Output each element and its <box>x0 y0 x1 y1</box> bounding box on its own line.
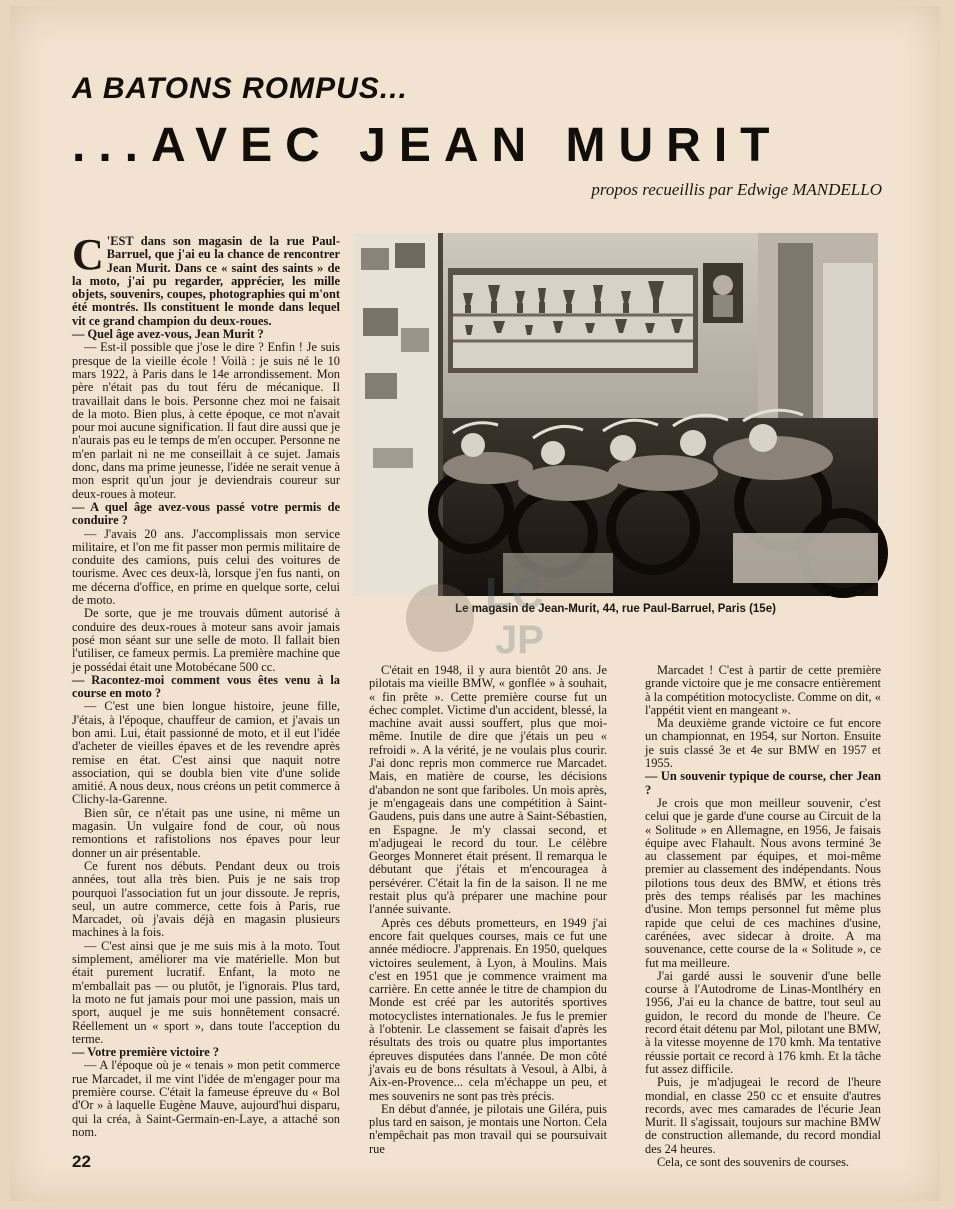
paragraph <box>645 797 881 970</box>
paragraph-text: — Quel âge avez-vous, Jean Murit ? <box>72 327 264 342</box>
photo-caption: Le magasin de Jean-Murit, 44, rue Paul-Barruel, Paris (15e) <box>455 603 776 615</box>
article-byline: propos recueillis par Edwige MANDELLO <box>591 180 882 199</box>
paragraph-text: Ce furent nos débuts. Pendant deux ou trois années, tout alla très bien. Puis je ne sais trop pourquoi l'association fut un jour dissoute. Je repris, seul, un autre commerce, cette fois à Paris, rue Marcadet, où j'avais déjà en magasin plusieurs machines à la fois. <box>72 858 340 940</box>
text-column-3 <box>645 663 881 1169</box>
intro-paragraph <box>72 230 340 328</box>
paragraph <box>72 341 340 501</box>
paragraph-text: C'était en 1948, il y aura bientôt 20 ans. Je pilotais ma vieille BMW, « gonflée » à souhait, « fin prête ». Cette première course fut un échec complet. Victime d'un accident, blessé, la machine avait aussi souffert, plus que moi-même. Inutile de dire que j'étais un peu « refroidi ». A la vérité, je ne voulais plus courir. J'ai donc repris mon commerce rue Marcadet. Mais, en matière de course, les décisions d'abandon ne sont que fariboles. Un mois après, je m'engageais dans une compétition à Saint-Gaudens, puis dans une autre à Saint-Sébastien, en Espagne. Je m'y classai second, et m'adjugeai le record du tour. Le célèbre Georges Monneret était présent. Il remarqua le débutant que j'étais et m'encouragea à persévérer. C'était la fin de la saison. Il ne me restait plus qu'à préparer une machine pour l'année suivante. <box>369 663 607 917</box>
paragraph <box>72 607 340 673</box>
paragraph-text: Cela, ce sont des souvenirs de courses. <box>657 1154 850 1169</box>
paragraph-text: — J'avais 20 ans. J'accomplissais mon service militaire, et l'on me fit passer mon permis militaire de conduite des camions, puis celui des voitures de tourisme. Avec ces deux-là, lorsque j'en fus nanti, on me décerna d'office, en prime en quelque sorte, celui de moto. <box>72 526 340 608</box>
lcjp-watermark-logo <box>400 548 550 668</box>
shop-photo-image <box>353 233 878 596</box>
paragraph-text: — C'est une bien longue histoire, jeune fille, J'étais, à l'époque, chauffeur de camion, et j'avais un bon ami. Lui, était passionné de moto, et il eut l'idée d'acheter de vieilles épaves et de les revendre après remise en état. C'est ainsi que naquit notre association, qui se doubla bien vite d'une solide amitié. A nous deux, nous créons un petit commerce à Clichy-la-Garenne. <box>72 699 340 807</box>
interview-question <box>72 328 340 341</box>
paragraph-text: — Un souvenir typique de course, cher Jean ? <box>645 769 881 797</box>
paragraph-text: Bien sûr, ce n'était pas une usine, ni même un magasin. Un vulgaire fond de cour, où nous remontions et rafistolions nos épaves pour leur donner un air présentable. <box>72 805 340 860</box>
interview-question <box>72 1046 340 1059</box>
paragraph-text: — C'est ainsi que je me suis mis à la moto. Tout simplement, améliorer ma vie matérielle. Mon but était purement lucratif. Enfant, la moto ne m'emballait pas — ou plutôt, je l'ignorais. Plus tard, la moto ne fut jamais pour moi une passion, mais un sport, auquel je me suis honnêtement consacré. Réellement un « sport », dans toute l'acception du terme. <box>72 938 340 1046</box>
paragraph <box>645 717 881 770</box>
paragraph <box>369 917 607 1103</box>
paragraph-text: — Est-il possible que j'ose le dire ? Enfin ! Je suis presque de la vieille école ! Voilà : je suis né le 10 mars 1922, à Paris dans le 14e arrondissement. Mon père n'était pas du tout féru de mécanique. Il travaillait dans le bois. Personne chez moi ne faisait de la moto. Bien plus, à cette époque, ce mot n'avait pour moi aucune signification. Il faut dire aussi que je n'aurais pas eu le temps de m'en occuper. Personne ne m'en parlait ni ne me conseillait à ce sujet. Jamais donc, dans ma prime jeunesse, l'idée ne serait venue à mon esprit qu'un jour je deviendrais coureur sur deux-roues à moteur. <box>72 340 340 501</box>
paragraph-text: 'EST dans son magasin de la rue Paul-Barruel, que j'ai eu la chance de rencontrer Jean Murit. Dans ce « saint des saints » de la moto, j'ai pu regarder, apprécier, les mille objets, souvenirs, coupes, photographies qui m'ont été montrés. Ils constituent le monde dans lequel vit ce grand champion du deux-roues. <box>72 234 340 328</box>
paragraph <box>369 1103 607 1156</box>
paragraph <box>645 664 881 717</box>
paragraph <box>645 1076 881 1156</box>
paragraph <box>369 664 607 917</box>
paragraph <box>645 970 881 1076</box>
interview-question <box>72 501 340 528</box>
paragraph <box>72 940 340 1046</box>
paragraph-text: J'ai gardé aussi le souvenir d'une belle course à l'Autodrome de Linas-Montlhéry en 1956, J'ai eu la chance de battre, tout seul au guidon, le record du monde de l'heure. Ce record était détenu par Mol, pilotant une BMW, à la vitesse moyenne de 170 kmh. Ma tentative réussie portait ce record à 176 kmh. Et la tâche fut assez difficile. <box>645 968 881 1076</box>
page-number: 22 <box>72 1152 91 1171</box>
paragraph-text: — A quel âge avez-vous passé votre permis de conduire ? <box>72 499 340 528</box>
interview-question <box>72 674 340 701</box>
paragraph-text: De sorte, que je me trouvais dûment autorisé à conduire des deux-roues à moteur sans avoir jamais posé mon séant sur une selle de moto. Il fallait bien l'utiliser, ce fameux permis. La première machine que je possédai était une Motobécane 500 cc. <box>72 606 340 674</box>
drop-cap: C <box>72 230 104 279</box>
paragraph <box>72 528 340 608</box>
paragraph <box>72 700 340 806</box>
paragraph-text: En début d'année, je pilotais une Giléra, puis plus tard en saison, je montais une Norton. Cela n'empêchait pas mon travail qui se poursuivait rue <box>369 1101 607 1156</box>
svg-text:LC: LC <box>485 569 544 618</box>
interview-question <box>645 770 881 797</box>
paragraph-text: — Racontez-moi comment vous êtes venu à la course en moto ? <box>72 672 340 701</box>
paragraph-text: Ma deuxième grande victoire ce fut encore un championnat, en 1954, sur Norton. Ensuite je suis classé 3e et 4e sur BMW en 1957 et 1955. <box>645 716 881 771</box>
shop-photo <box>353 233 878 596</box>
paragraph <box>72 807 340 860</box>
paragraph-text: Marcadet ! C'est à partir de cette première grande victoire que je me consacre entièrement à la compétition motocycliste. Comme on dit, « l'appétit vient en mangeant ». <box>645 663 881 717</box>
paragraph-text: — A l'époque où je « tenais » mon petit commerce rue Marcadet, il me vint l'idée de m'engager pour ma première course. C'était la fameuse épreuve du « Bol d'Or » à laquelle Eugène Mauve, aujourd'hui disparu, qui la créa, à Saint-Germain-en-Laye, a attaché son nom. <box>72 1058 340 1139</box>
paragraph-text: Après ces débuts prometteurs, en 1949 j'ai encore fait quelques courses, mais ce fut une année médiocre. J'apprenais. En 1950, quelques victoires seulement, à Lyon, à Moulins. Mais c'est en 1951 que je commence vraiment ma carrière. En cette année le titre de champion du Monde est créé par les autorités sportives motocyclistes internationales. Je fus le premier à l'obtenir. Le classement se faisait d'après les résultats des trois ou quatre plus importantes épreuves disputées dans l'année. De mon côté j'avais eu de bons résultats à Vesoul, à Albi, à Aix-en-Provence... cela m'échappe un peu, et mes souvenirs ne sont pas très précis. <box>369 915 607 1103</box>
paragraph <box>72 1059 340 1139</box>
article-kicker: A BATONS ROMPUS... <box>72 72 408 105</box>
text-column-2 <box>369 664 607 1164</box>
paragraph-text: Puis, je m'adjugeai le record de l'heure mondial, en classe 250 cc et ensuite d'autres records, avec mes camarades de l'écurie Jean Murit. Il s'agissait, toujours sur machine BMW de construction allemande, du record mondial des 24 heures. <box>645 1075 881 1156</box>
text-column-1 <box>72 230 340 1139</box>
svg-text:JP: JP <box>495 618 544 662</box>
paragraph-text: — Votre première victoire ? <box>72 1045 220 1060</box>
paragraph-text: Je crois que mon meilleur souvenir, c'est celui que je garde d'une course au Circuit de la « Solitude » en Allemagne, en 1956, Je faisais équipe avec Flahault. Nous avons terminé 3e au classement par équipes, et moi-même premier au classement des indépendants. Nous pilotions tous deux des BMW, et étions très près des temps réalisés par les machines d'usine. Mon temps personnel fut même plus rapide que celui de ces machines d'usine, carénées, avec sidecar à droite. A ma souvenance, cette course de la « Solitude », ce fut ma meilleure. <box>645 795 881 970</box>
article-headline: ...AVEC JEAN MURIT <box>72 119 783 172</box>
paragraph <box>645 1156 881 1169</box>
paragraph <box>72 860 340 940</box>
